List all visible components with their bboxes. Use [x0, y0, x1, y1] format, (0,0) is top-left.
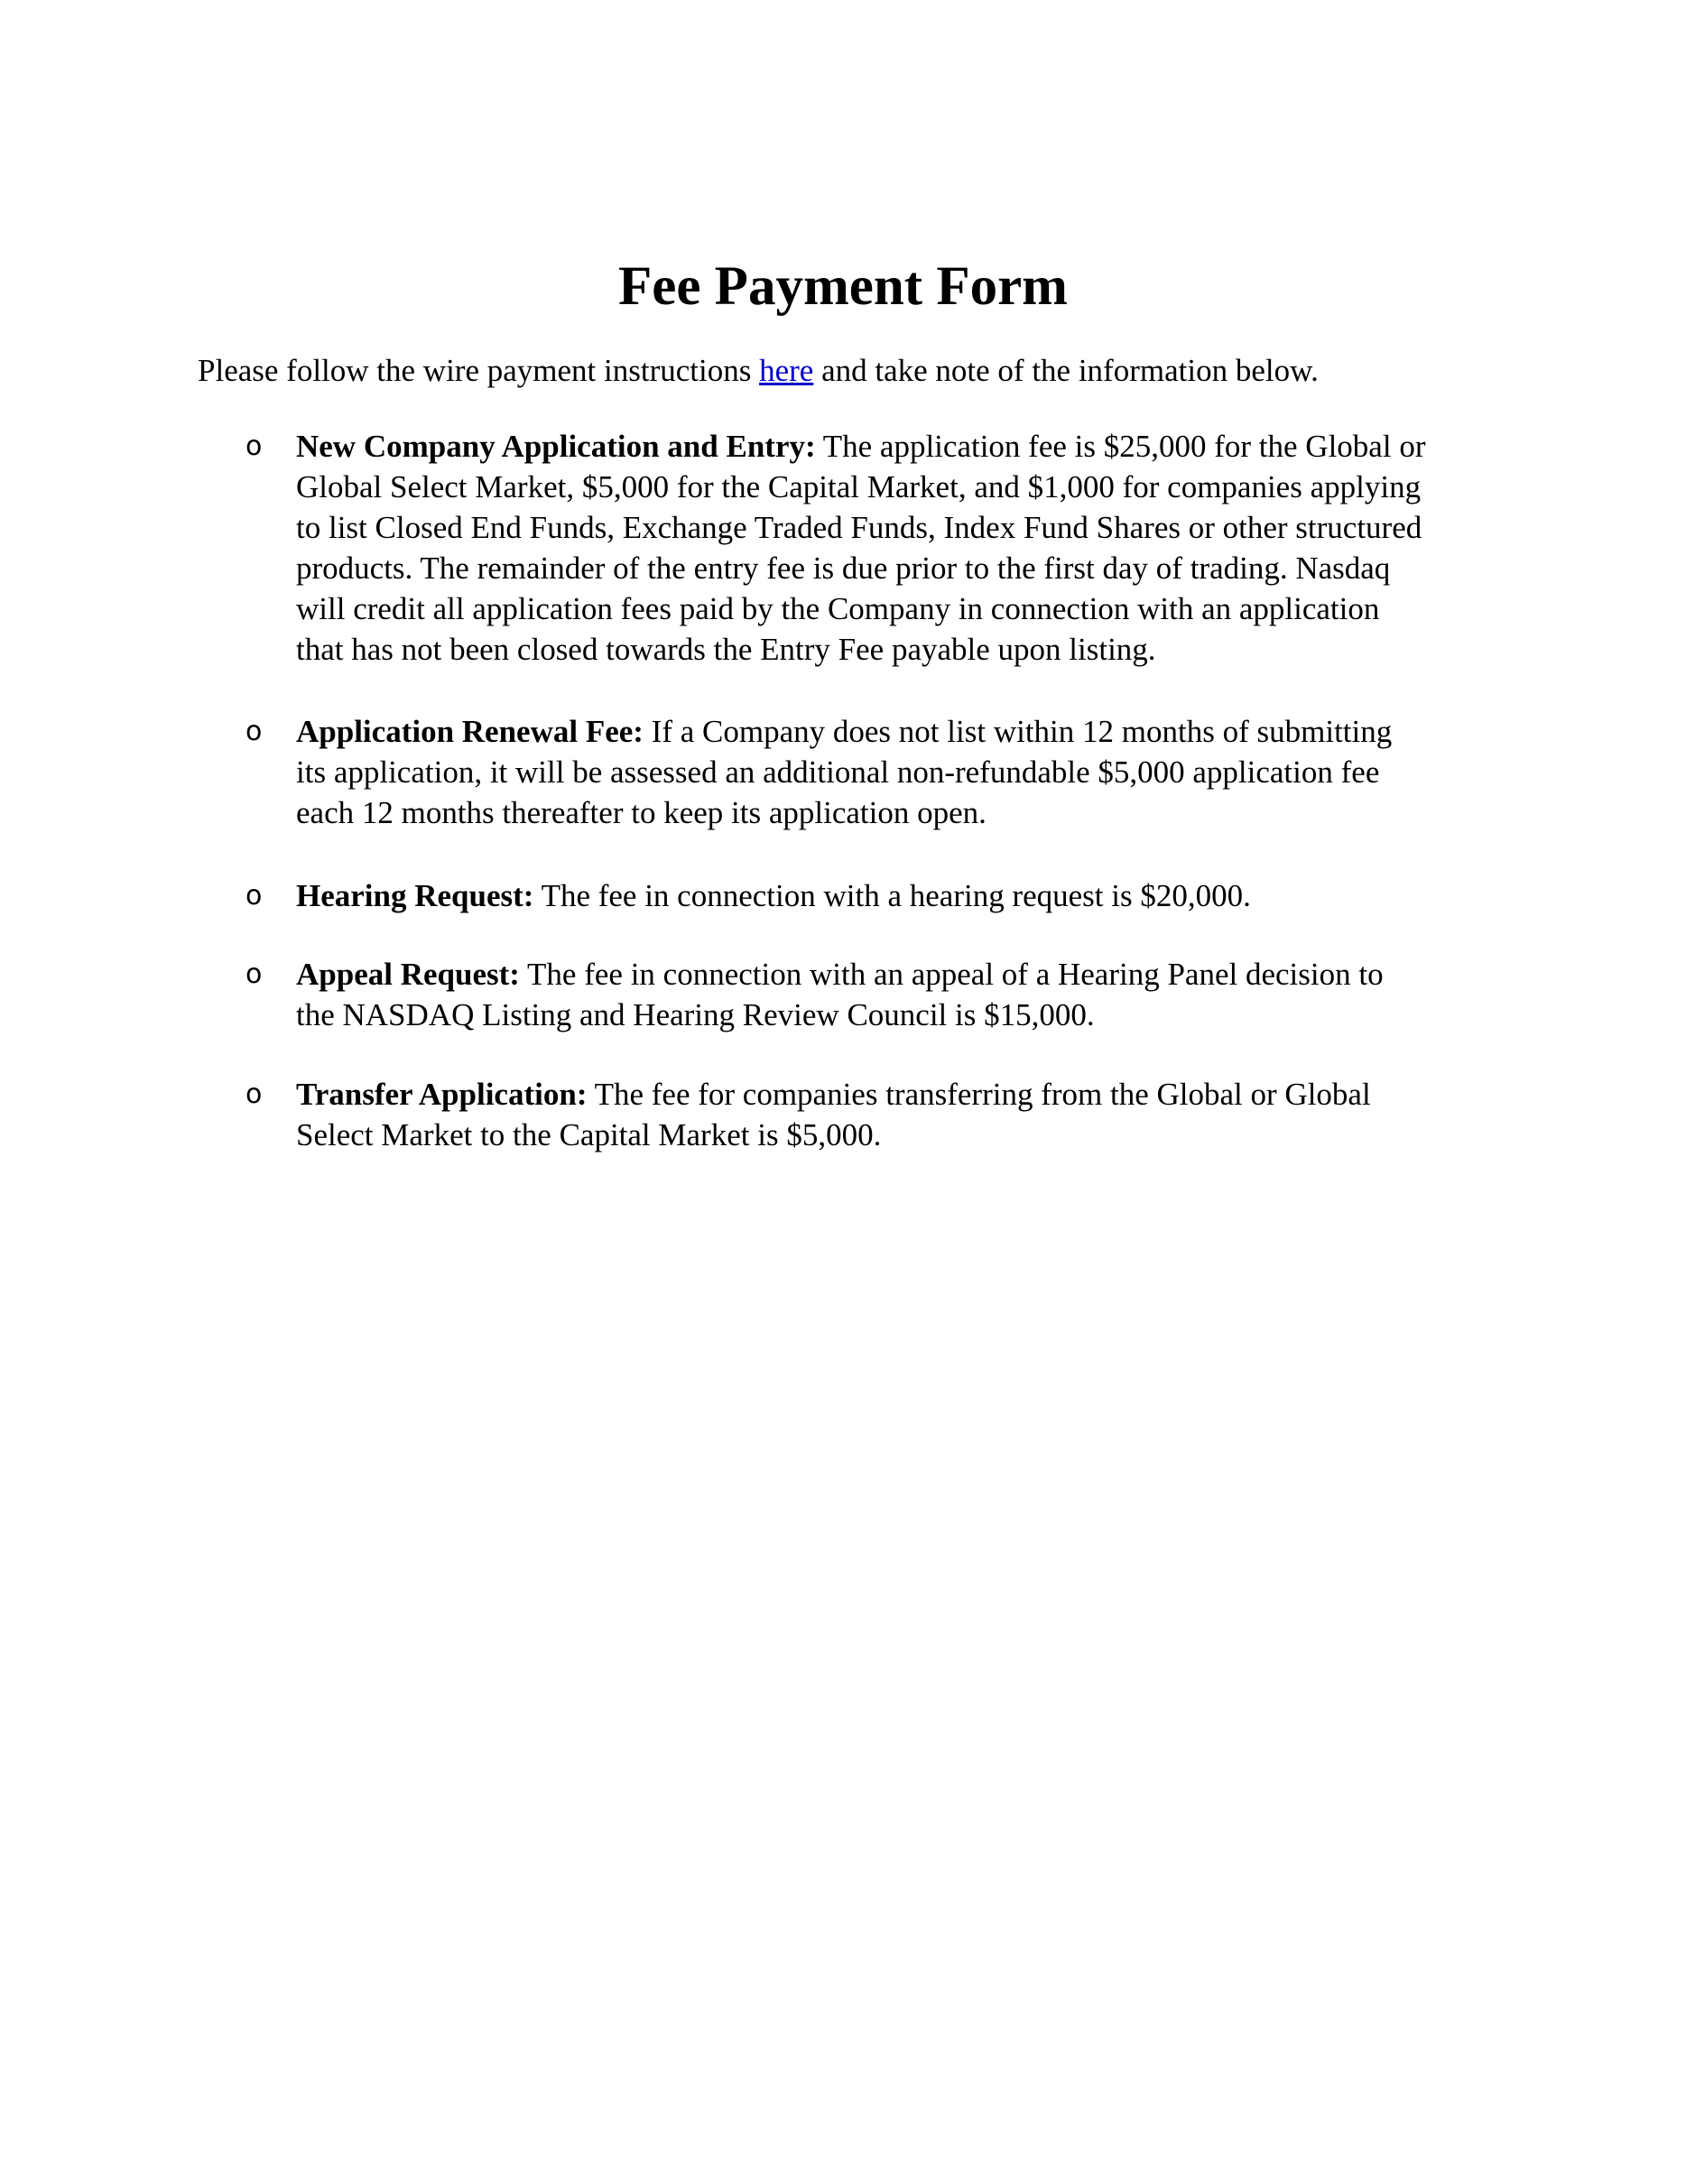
wire-instructions-link[interactable]: here — [759, 353, 814, 388]
list-item-line: its application, it will be assessed an additional non-refundable $5,000 application fee — [296, 754, 1380, 790]
bullet-icon: o — [245, 880, 263, 912]
list-item-line: Global Select Market, $5,000 for the Capital Market, and $1,000 for companies applying — [296, 469, 1422, 504]
intro-text-after: and take note of the information below. — [813, 353, 1319, 388]
bullet-icon: o — [245, 1078, 263, 1110]
list-item-line: will credit all application fees paid by the Company in connection with an application — [296, 591, 1380, 626]
list-item-line: Select Market to the Capital Market is $5,000. — [296, 1117, 882, 1152]
list-item-line: the NASDAQ Listing and Hearing Review Council is $15,000. — [296, 997, 1095, 1032]
list-item-line-text: The fee for companies transferring from the Global or Global — [587, 1077, 1371, 1112]
fee-item-label: Appeal Request: — [296, 957, 520, 992]
bullet-icon: o — [245, 958, 263, 990]
bullet-icon: o — [245, 716, 263, 747]
list-item-line: each 12 months thereafter to keep its application open. — [296, 795, 987, 830]
list-item-line — [296, 426, 1492, 467]
fee-item-label: Hearing Request: — [296, 878, 534, 913]
fee-item-label: New Company Application and Entry: — [296, 429, 816, 464]
list-item-line-text: The fee in connection with a hearing request is $20,000. — [533, 878, 1251, 913]
list-item-line: to list Closed End Funds, Exchange Traded Funds, Index Fund Shares or other structured — [296, 510, 1422, 545]
list-item-line — [296, 1074, 1492, 1115]
list-item-line: products. The remainder of the entry fee is due prior to the first day of trading. Nasdaq — [296, 551, 1391, 586]
fee-item-text — [296, 875, 1492, 916]
list-item-line-text: If a Company does not list within 12 months of submitting — [643, 714, 1393, 749]
fee-item-text — [296, 954, 1492, 1035]
bullet-icon: o — [245, 430, 263, 462]
page-title: Fee Payment Form — [618, 256, 1068, 317]
list-item-line: that has not been closed towards the Entry Fee payable upon listing. — [296, 632, 1156, 667]
fee-item-text — [296, 426, 1492, 670]
list-item-line-text: The application fee is $25,000 for the Global or — [815, 429, 1426, 464]
intro-text-before: Please follow the wire payment instructions — [198, 353, 760, 388]
list-item-line — [296, 711, 1492, 752]
fee-item-label: Transfer Application: — [296, 1077, 588, 1112]
intro-paragraph — [198, 350, 1552, 391]
list-item-line — [296, 875, 1492, 916]
fee-item-text — [296, 711, 1492, 833]
fee-item-text — [296, 1074, 1492, 1155]
list-item-line-text: The fee in connection with an appeal of a Hearing Panel decision to — [519, 957, 1384, 992]
list-item-line — [296, 954, 1492, 995]
fee-item-label: Application Renewal Fee: — [296, 714, 644, 749]
